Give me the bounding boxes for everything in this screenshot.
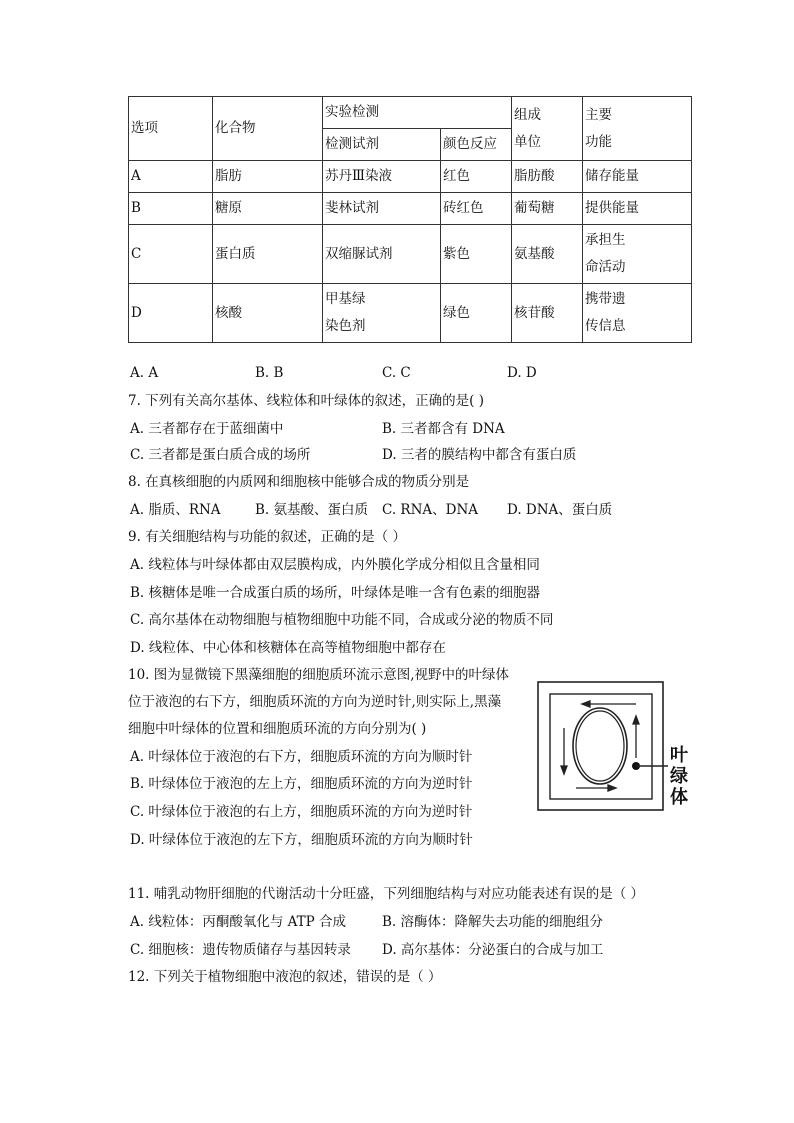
vacuole-inner: [576, 711, 624, 781]
q9-option-b: B. 核糖体是唯一合成蛋白质的场所，叶绿体是唯一含有色素的细胞器: [130, 585, 541, 601]
cell-function: [583, 225, 692, 284]
chloroplast-label-char: 叶: [670, 745, 688, 766]
q10-stem-line1: 10. 图为显微镜下黑藻细胞的细胞质环流示意图,视野中的叶绿体: [128, 667, 510, 683]
q10-stem-line2: 位于液泡的右下方，细胞质环流的方向为逆时针,则实际上,黑藻: [128, 694, 502, 710]
cell-reagent: 苏丹Ⅲ染液: [323, 161, 441, 193]
cell-reagent: 双缩脲试剂: [323, 225, 441, 284]
chloroplast-label-char: 绿: [670, 766, 688, 787]
cell-reagent: [323, 284, 441, 343]
table-row: [129, 225, 692, 284]
cell-compound: 脂肪: [213, 161, 323, 193]
header-function-line1: 主要: [585, 106, 612, 123]
cell-option: B: [129, 193, 213, 225]
cell-color: 红色: [441, 161, 512, 193]
q8-option-a: A. 脂质、RNA: [130, 502, 221, 518]
q10-option-b: B. 叶绿体位于液泡的左上方，细胞质环流的方向为逆时针: [130, 776, 473, 792]
cell-function-line2: 命活动: [585, 259, 626, 275]
q9-option-d: D. 线粒体、中心体和核糖体在高等植物细胞中都存在: [130, 640, 446, 656]
vacuole-outer: [573, 708, 627, 784]
cell-option: A: [129, 161, 213, 193]
q7-stem: 7. 下列有关高尔基体、线粒体和叶绿体的叙述，正确的是( ): [128, 393, 484, 409]
q12-stem: 12. 下列关于植物细胞中液泡的叙述，错误的是（ ）: [128, 969, 442, 985]
arrow-top: [582, 701, 636, 707]
table-row: [129, 284, 692, 343]
arrow-left: [561, 728, 567, 774]
compound-table: [128, 96, 692, 343]
cell-option: C: [129, 225, 213, 284]
cell-color: 砖红色: [441, 193, 512, 225]
q7-option-a: A. 三者都存在于蓝细菌中: [130, 421, 284, 437]
cell-unit: 脂肪酸: [512, 161, 583, 193]
cell-option: D: [129, 284, 213, 343]
q6-option-b: B. B: [255, 365, 284, 381]
q10-option-c: C. 叶绿体位于液泡的右上方，细胞质环流的方向为逆时针: [130, 804, 473, 820]
q8-option-c: C. RNA、DNA: [382, 502, 479, 518]
q10-stem-line3: 细胞中叶绿体的位置和细胞质环流的方向分别为( ): [128, 721, 427, 737]
header-color: 颜色反应: [441, 129, 512, 161]
cell-unit: 氨基酸: [512, 225, 583, 284]
cell-compound: 核酸: [213, 284, 323, 343]
q11-stem: 11. 哺乳动物肝细胞的代谢活动十分旺盛，下列细胞结构与对应功能表述有误的是（ ）: [128, 886, 645, 902]
cell-function-line1: 承担生: [585, 232, 626, 248]
cell-unit: 葡萄糖: [512, 193, 583, 225]
q9-stem: 9. 有关细胞结构与功能的叙述，正确的是（ ）: [128, 529, 406, 545]
table-row: [129, 161, 692, 193]
q11-option-b: B. 溶酶体：降解失去功能的细胞组分: [382, 914, 604, 930]
cell-unit: 核苷酸: [512, 284, 583, 343]
q9-option-a: A. 线粒体与叶绿体都由双层膜构成，内外膜化学成分相似且含量相同: [130, 557, 540, 573]
header-reagent: 检测试剂: [323, 129, 441, 161]
header-function: [583, 97, 692, 161]
q7-option-c: C. 三者都是蛋白质合成的场所: [130, 447, 311, 463]
header-unit-line2: 单位: [514, 133, 541, 150]
q11-option-d: D. 高尔基体：分泌蛋白的合成与加工: [382, 942, 604, 958]
q8-option-b: B. 氨基酸、蛋白质: [255, 502, 369, 518]
q11-option-a: A. 线粒体：丙酮酸氧化与 ATP 合成: [130, 914, 347, 930]
cell-reagent: 斐林试剂: [323, 193, 441, 225]
cell-function: 提供能量: [583, 193, 692, 225]
q6-option-a: A. A: [130, 365, 159, 381]
header-unit: [512, 97, 583, 161]
field-outer-border: [538, 682, 663, 810]
table-row: [129, 193, 692, 225]
header-function-line2: 功能: [585, 133, 612, 150]
q8-option-d: D. DNA、蛋白质: [507, 502, 613, 518]
cell-function: [583, 284, 692, 343]
q7-option-b: B. 三者都含有 DNA: [382, 421, 505, 437]
cell-function-line2: 传信息: [585, 318, 626, 334]
q7-option-d: D. 三者的膜结构中都含有蛋白质: [382, 447, 577, 463]
cell-function-line1: 携带遗: [585, 291, 626, 307]
q10-option-a: A. 叶绿体位于液泡的右下方，细胞质环流的方向为顺时针: [130, 749, 473, 765]
header-unit-line1: 组成: [514, 106, 541, 123]
header-option: 选项: [129, 97, 213, 161]
chloroplast-label-char: 体: [670, 787, 688, 808]
q11-option-c: C. 细胞核：遗传物质储存与基因转录: [130, 942, 351, 958]
q9-option-c: C. 高尔基体在动物细胞与植物细胞中功能不同，合成或分泌的物质不同: [130, 612, 554, 628]
cell-function: 储存能量: [583, 161, 692, 193]
q10-option-d: D. 叶绿体位于液泡的左下方，细胞质环流的方向为顺时针: [130, 832, 473, 848]
cell-color: 绿色: [441, 284, 512, 343]
q8-stem: 8. 在真核细胞的内质网和细胞核中能够合成的物质分别是: [128, 474, 470, 490]
q6-option-d: D. D: [507, 365, 537, 381]
header-detection: 实验检测: [323, 97, 512, 129]
cell-color: 紫色: [441, 225, 512, 284]
arrow-bottom: [576, 785, 616, 791]
cell-reagent-line2: 染色剂: [325, 318, 366, 334]
q6-option-c: C. C: [382, 365, 411, 381]
cell-compound: 蛋白质: [213, 225, 323, 284]
chloroplast-label: [670, 745, 688, 808]
header-compound: 化合物: [213, 97, 323, 161]
cell-reagent-line1: 甲基绿: [325, 291, 366, 307]
arrow-right: [633, 716, 639, 758]
table-header-row: [129, 97, 692, 129]
cell-compound: 糖原: [213, 193, 323, 225]
